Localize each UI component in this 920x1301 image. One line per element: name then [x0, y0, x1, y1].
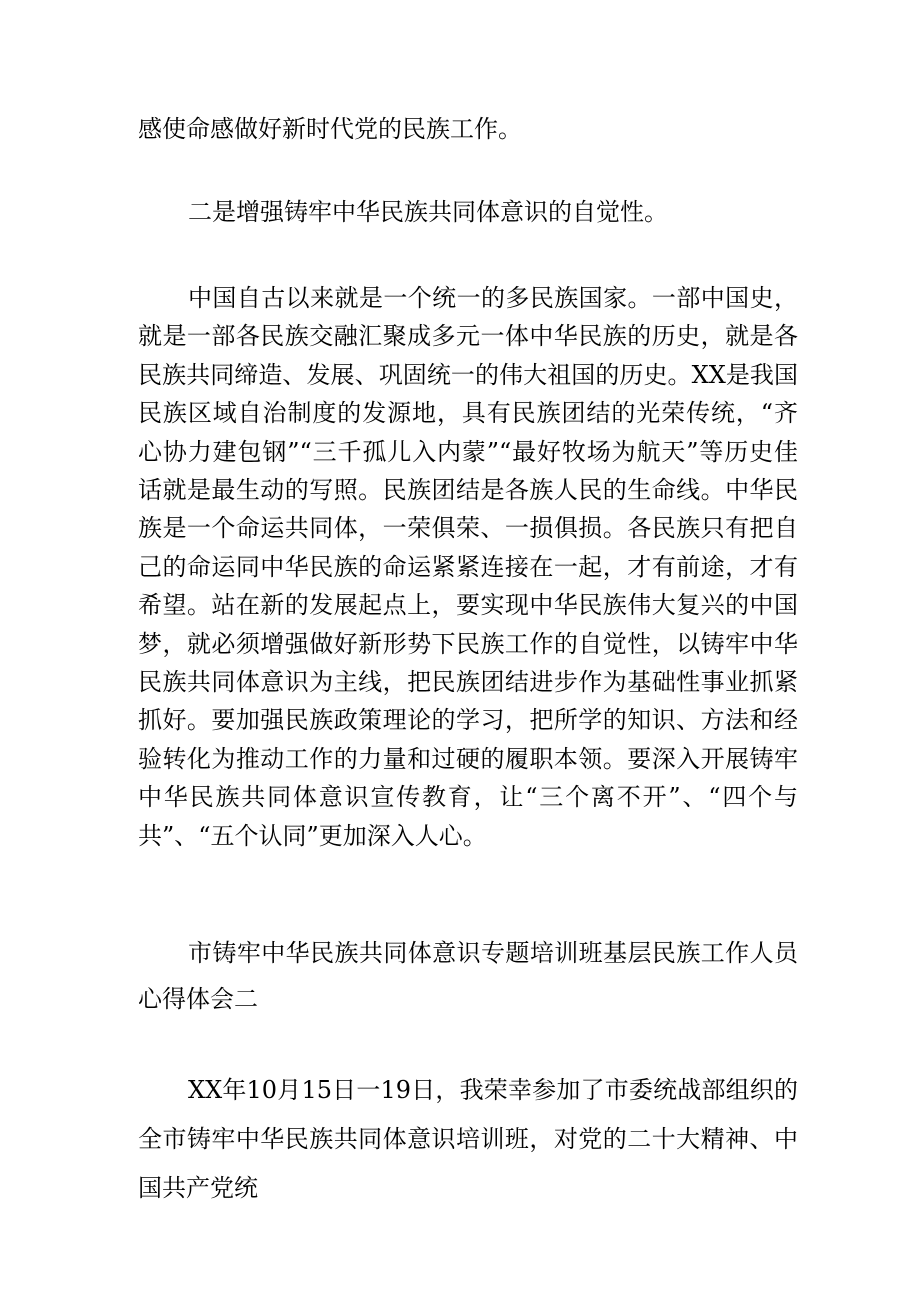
body-paragraph-opening: XX年10月15日一19日，我荣幸参加了市委统战部组织的全市铸牢中华民族共同体意识培训班，对党的二十大精神、中国共产党统 — [138, 1076, 798, 1202]
paragraph-continuation: 感使命感做好新时代党的民族工作。 — [138, 115, 522, 143]
article-title: 市铸牢中华民族共同体意识专题培训班基层民族工作人员心得体会二 — [138, 939, 798, 1013]
body-paragraph: 中国自古以来就是一个统一的多民族国家。一部中国史，就是一部各民族交融汇聚成多元一体中华民族的历史，就是各民族共同缔造、发展、巩固统一的伟大祖国的历史。XX是我国民族区域自治制度的发源地，具有民族团结的光荣传统，“齐心协力建包钢”“三千孤儿入内蒙”“最好牧场为航天”等历史佳话就是最生动的写照。民族团结是各族人民的生命线。中华民族是一个命运共同体，一荣俱荣、一损俱损。各民族只有把自己的命运同中华民族的命运紧紧连接在一起，才有前途，才有希望。站在新的发展起点上，要实现中华民族伟大复兴的中国梦，就必须增强做好新形势下民族工作的自觉性，以铸牢中华民族共同体意识为主线，把民族团结进步作为基础性事业抓紧抓好。要加强民族政策理论的学习，把所学的知识、方法和经验转化为推动工作的力量和过硬的履职本领。要深入开展铸牢中华民族共同体意识宣传教育，让“三个离不开”、“四个与共”、“五个认同”更加深入人心。 — [138, 284, 798, 850]
section-heading: 二是增强铸牢中华民族共同体意识的自觉性。 — [188, 198, 668, 226]
